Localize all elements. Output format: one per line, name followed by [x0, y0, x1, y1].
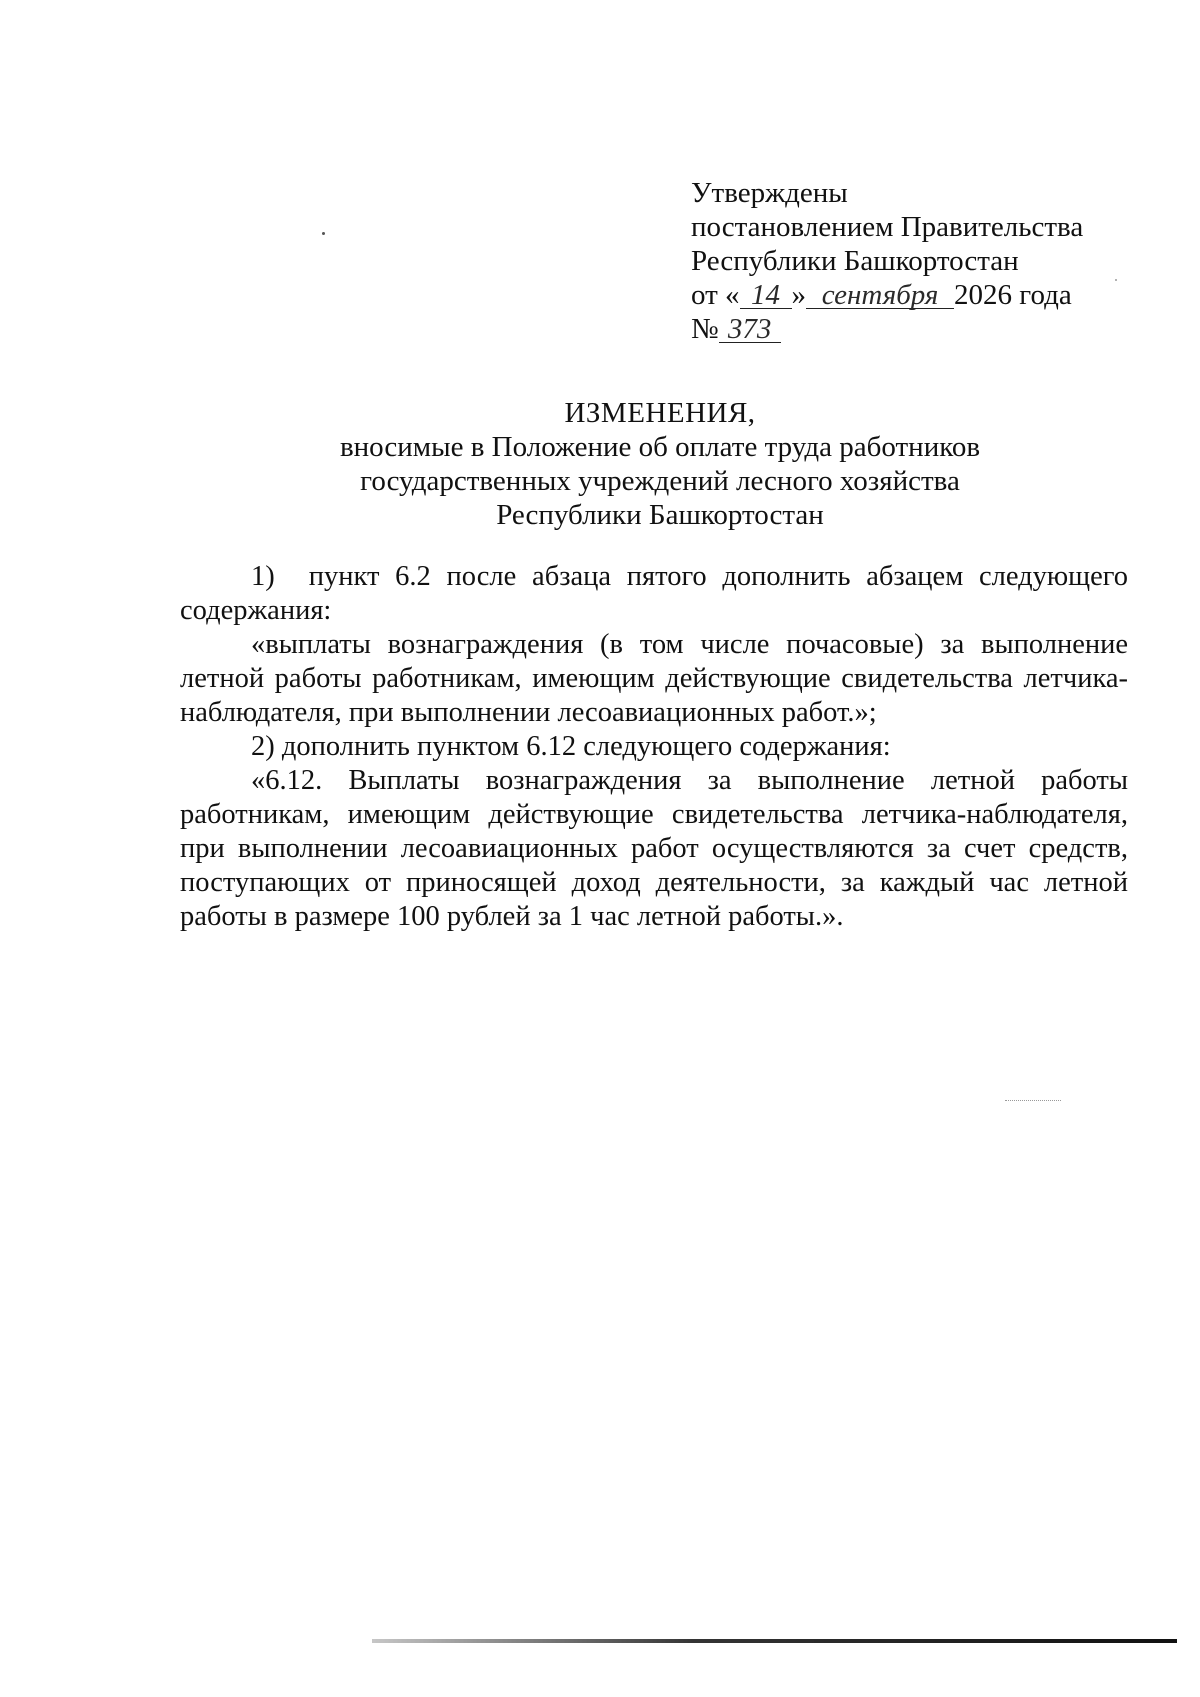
document-body	[180, 560, 1128, 934]
bottom-scan-line	[372, 1639, 1177, 1643]
approval-date-line	[691, 278, 1083, 312]
scan-speck	[1115, 279, 1117, 281]
amendment-item-1	[180, 560, 1128, 628]
number-sign: №	[691, 313, 719, 345]
approval-block	[691, 176, 1083, 346]
approval-line-resolution: постановлением Правительства	[691, 211, 1084, 243]
item-1-number: 1)	[251, 561, 275, 592]
document-heading	[0, 396, 1200, 532]
document-title: ИЗМЕНЕНИЯ,	[564, 397, 756, 429]
amendment-quote-1: «выплаты вознаграждения (в том числе почасовые) за выполнение летной работы работникам, имеющим действующие свидетельства летчика-наблюдателя, при выполнении лесоавиационных работ.»;	[180, 629, 1128, 728]
approval-line-approved: Утверждены	[691, 177, 848, 209]
handwritten-day: 14	[740, 282, 792, 309]
scan-speck	[322, 232, 325, 235]
scan-artifact-dash	[1005, 1100, 1061, 1102]
date-year: 2026 года	[954, 279, 1072, 311]
amendment-quote-2: «6.12. Выплаты вознаграждения за выполнение летной работы работникам, имеющим действующие свидетельства летчика-наблюдателя, при выполнении лесоавиационных работ осуществляются за счет средств, поступающих от приносящей доход деятельности, за каждый час летной работы в размере 100 рублей за 1 час летной работы.».	[180, 765, 1128, 932]
date-prefix: от «	[691, 279, 740, 311]
approval-number-line	[691, 312, 1083, 346]
heading-line-3: Республики Башкортостан	[496, 499, 824, 531]
heading-line-2: государственных учреждений лесного хозяйства	[360, 465, 960, 497]
handwritten-number: 373	[719, 316, 781, 343]
heading-line-1: вносимые в Положение об оплате труда работников	[339, 431, 981, 463]
date-mid: »	[791, 279, 807, 311]
item-1-text: пункт 6.2 после абзаца пятого дополнить абзацем следующего содержания:	[180, 561, 1128, 626]
amendment-item-2: 2) дополнить пунктом 6.12 следующего содержания:	[251, 731, 891, 762]
approval-line-republic: Республики Башкортостан	[691, 245, 1019, 277]
handwritten-month: сентября	[806, 282, 954, 309]
